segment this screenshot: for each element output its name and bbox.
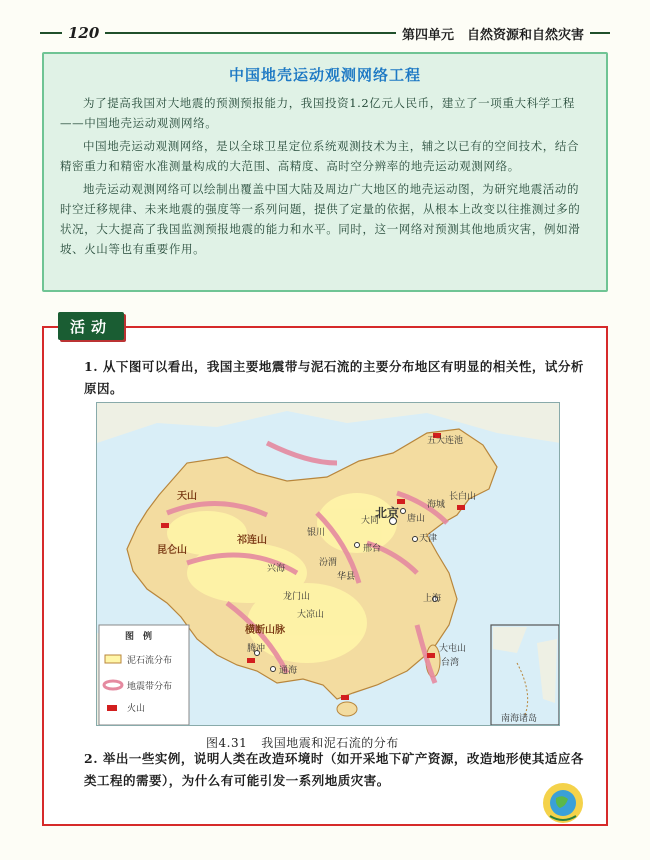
label-taiwan: 台湾 [441, 658, 460, 668]
label-wudalianchi: 五大连池 [427, 436, 464, 446]
label-hengduan: 横断山脉 [245, 625, 285, 636]
label-beijing: 北京 [375, 506, 400, 520]
label-tonghai: 通海 [279, 666, 298, 676]
china-map [96, 402, 560, 726]
legend-swatch-debris [105, 655, 121, 663]
label-longmen: 龙门山 [283, 592, 311, 602]
label-datong: 大同 [361, 516, 380, 526]
question-2: 2. 举出一些实例，说明人类在改造环境时（如开采地下矿产资源，改造地形使其适应各类工程的需要），为什么有可能引发一系列地质灾害。 [84, 751, 584, 788]
activity-tag: 活动 [58, 312, 124, 340]
label-tangshan: 唐山 [407, 514, 426, 524]
info-box [42, 52, 608, 292]
page-header [40, 22, 610, 44]
volcano-icon [397, 499, 405, 504]
label-huaxian: 华县 [337, 572, 356, 582]
label-changbai: 长白山 [449, 492, 477, 502]
label-daliang: 大凉山 [297, 610, 325, 620]
label-shanghai: 上海 [423, 594, 442, 604]
volcano-icon [341, 695, 349, 700]
legend-label-volcano: 火山 [127, 704, 146, 714]
label-tianjin: 天津 [419, 534, 438, 544]
volcano-icon [247, 658, 255, 663]
figure-caption: 我国地震和泥石流的分布 [261, 736, 399, 750]
label-yinchuan: 银川 [307, 528, 326, 538]
inset-label: 南海诸岛 [501, 714, 538, 724]
info-box-title: 中国地壳运动观测网络工程 [228, 66, 421, 84]
map-legend [99, 625, 189, 725]
info-paragraph-2: 中国地壳运动观测网络，是以全球卫星定位系统观测技术为主，辅之以已有的空间技术，结合精密重力和精密水准测量构成的大范围、高精度、高时空分辨率的地壳运动观测网络。 [60, 139, 580, 173]
legend-label-debris: 泥石流分布 [127, 656, 173, 666]
unit-title: 第四单元 自然资源和自然灾害 [396, 24, 590, 43]
legend-label-seismic: 地震带分布 [127, 682, 173, 692]
earth-globe-icon [540, 780, 586, 826]
label-kunlun: 昆仑山 [157, 545, 187, 556]
volcano-icon [427, 653, 435, 658]
legend-swatch-volcano [107, 705, 117, 711]
info-paragraph-1: 为了提高我国对大地震的预测预报能力，我国投资1.2亿元人民币，建立了一项重大科学工程——中国地壳运动观测网络。 [60, 96, 575, 130]
legend-title: 图 例 [125, 632, 153, 642]
info-paragraph-3: 地壳运动观测网络可以绘制出覆盖中国大陆及周边广大地区的地壳运动图，为研究地震活动的时空迁移规律、未来地震的强度等一系列问题，提供了定量的依据，从根本上改变以往推测过多的状况，大大提高了我国监测预报地震的能力和水平。同时，这一网络对预测其他地质灾害，例如滑坡、火山等也有重要作用。 [60, 182, 581, 256]
figure-number: 图4.31 [206, 736, 248, 750]
page-number: 120 [62, 24, 105, 42]
label-tianshan: 天山 [177, 491, 197, 502]
question-1: 1. 从下图可以看出，我国主要地震带与泥石流的主要分布地区有明显的相关性，试分析原因。 [84, 359, 584, 396]
label-xingtai: 邢台 [363, 544, 382, 554]
hainan-island [337, 702, 357, 716]
label-qilian: 祁连山 [237, 535, 267, 546]
volcano-icon [161, 523, 169, 528]
label-xinghai: 兴海 [267, 564, 286, 574]
label-haicheng: 海城 [427, 500, 446, 510]
volcano-icon [457, 505, 465, 510]
south-china-sea-inset [491, 625, 559, 725]
label-tengchong: 腾冲 [247, 644, 266, 654]
label-fenwei: 汾渭 [319, 558, 338, 568]
label-dadun: 大屯山 [439, 644, 467, 654]
